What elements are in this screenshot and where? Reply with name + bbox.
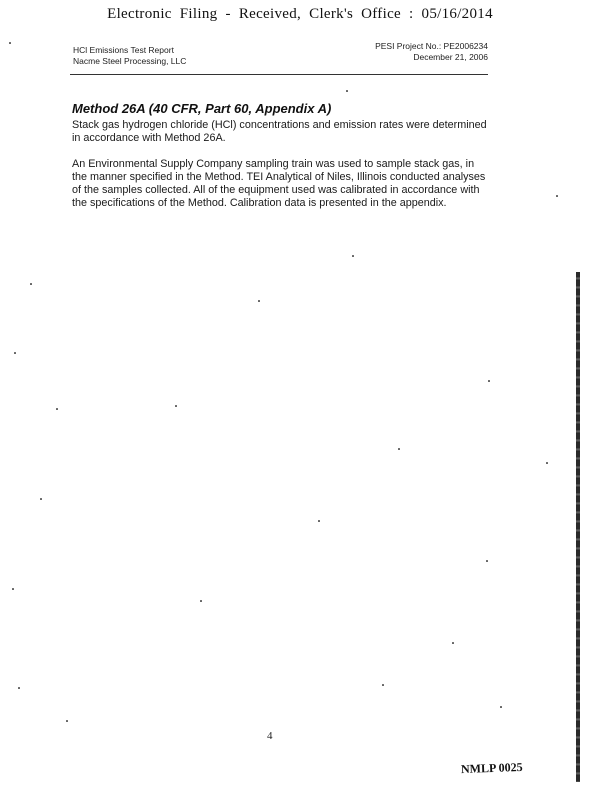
scan-speck <box>488 380 490 382</box>
scan-speck <box>40 498 42 500</box>
scan-speck <box>175 405 177 407</box>
scan-speck <box>9 42 11 44</box>
paragraph-sampling-details: An Environmental Supply Company sampling train was used to sample stack gas, in the manner specified in the Method. TEI Analytical of Niles, Illinois conducted analyses of the samples collected. All of the equipment used was calibrated in accordance with the specifications of the Method. Calibration data is presented in the appendix. <box>72 158 486 209</box>
scan-speck <box>382 684 384 686</box>
scan-speck <box>346 90 348 92</box>
scan-speck <box>556 195 558 197</box>
scan-speck <box>352 255 354 257</box>
company-name: Nacme Steel Processing, LLC <box>73 56 187 66</box>
scan-speck <box>14 352 16 354</box>
scan-speck <box>500 706 502 708</box>
scan-speck <box>546 462 548 464</box>
report-date: December 21, 2006 <box>413 52 488 62</box>
scan-speck <box>486 560 488 562</box>
header-divider <box>70 74 488 75</box>
scan-speck <box>12 588 14 590</box>
scan-speck <box>30 283 32 285</box>
scan-speck <box>56 408 58 410</box>
page-number: 4 <box>267 730 273 742</box>
scan-edge-artifact <box>576 272 580 782</box>
paragraph-method-summary: Stack gas hydrogen chloride (HCl) concentrations and emission rates were determined in accordance with Method 26A. <box>72 119 487 144</box>
report-header-left <box>73 45 186 67</box>
scan-speck <box>258 300 260 302</box>
scan-speck <box>200 600 202 602</box>
scan-speck <box>398 448 400 450</box>
scan-speck <box>452 642 454 644</box>
report-header-right <box>375 41 488 63</box>
project-number: PESI Project No.: PE2006234 <box>375 41 488 51</box>
scan-speck <box>18 687 20 689</box>
scan-speck <box>66 720 68 722</box>
scan-speck <box>318 520 320 522</box>
section-heading: Method 26A (40 CFR, Part 60, Appendix A) <box>72 101 332 116</box>
bates-number: NMLP 0025 <box>460 759 523 777</box>
report-title: HCl Emissions Test Report <box>73 45 174 55</box>
filing-stamp: Electronic Filing - Received, Clerk's Office : 05/16/2014 <box>107 6 493 22</box>
